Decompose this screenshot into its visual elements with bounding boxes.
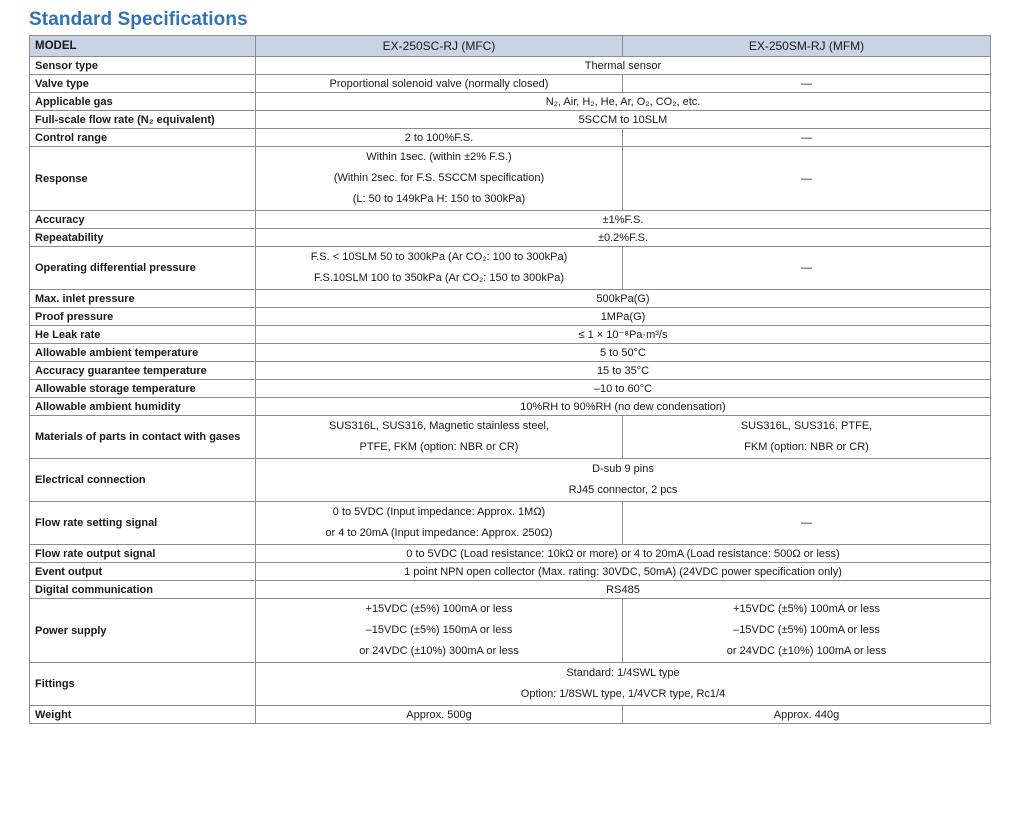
table-row [30, 211, 991, 229]
row-label: Repeatability [30, 229, 256, 247]
row-label: Accuracy [30, 211, 256, 229]
row-label: Full-scale flow rate (N₂ equivalent) [30, 111, 256, 129]
value-line: Standard: 1/4SWL type [566, 667, 680, 679]
mfm-value: — [623, 502, 991, 545]
table-row [30, 75, 991, 93]
table-row [30, 247, 991, 290]
row-value [256, 663, 991, 706]
table-row [30, 362, 991, 380]
row-label: Fittings [30, 663, 256, 706]
row-value [256, 459, 991, 502]
value-line: RJ45 connector, 2 pcs [568, 484, 678, 496]
row-label: He Leak rate [30, 326, 256, 344]
value-line: +15VDC (±5%) 100mA or less [733, 603, 880, 615]
row-label: Allowable ambient temperature [30, 344, 256, 362]
value-line: –15VDC (±5%) 150mA or less [365, 624, 513, 636]
row-value: 1 point NPN open collector (Max. rating: 30VDC, 50mA) (24VDC power specification only) [256, 563, 991, 581]
mfm-value [623, 599, 991, 663]
value-line: +15VDC (±5%) 100mA or less [365, 603, 513, 615]
row-label: Weight [30, 706, 256, 724]
row-value: N₂, Air, H₂, He, Ar, O₂, CO₂, etc. [256, 93, 991, 111]
model-column-header: MODEL [30, 36, 256, 57]
row-label: Flow rate output signal [30, 545, 256, 563]
row-label: Digital communication [30, 581, 256, 599]
value-line: (L: 50 to 149kPa H: 150 to 300kPa) [352, 193, 526, 205]
row-label: Max. inlet pressure [30, 290, 256, 308]
mfm-value: — [623, 75, 991, 93]
table-row [30, 229, 991, 247]
value-line: PTFE, FKM (option: NBR or CR) [359, 441, 519, 453]
table-row [30, 459, 991, 502]
value-line: 0 to 5VDC (Input impedance: Approx. 1MΩ) [332, 506, 546, 518]
row-value: 0 to 5VDC (Load resistance: 10kΩ or more) or 4 to 20mA (Load resistance: 500Ω or less) [256, 545, 991, 563]
value-line: Within 1sec. (within ±2% F.S.) [366, 151, 512, 163]
row-label: Event output [30, 563, 256, 581]
row-label: Materials of parts in contact with gases [30, 416, 256, 459]
row-value: 500kPa(G) [256, 290, 991, 308]
table-row [30, 129, 991, 147]
row-value: –10 to 60°C [256, 380, 991, 398]
row-label: Valve type [30, 75, 256, 93]
value-line: or 4 to 20mA (Input impedance: Approx. 250Ω) [325, 527, 553, 539]
table-row [30, 290, 991, 308]
table-row [30, 326, 991, 344]
row-label: Applicable gas [30, 93, 256, 111]
mfc-value [256, 416, 623, 459]
value-line: –15VDC (±5%) 100mA or less [733, 624, 880, 636]
row-value: 1MPa(G) [256, 308, 991, 326]
table-row [30, 398, 991, 416]
table-row [30, 416, 991, 459]
row-label: Operating differential pressure [30, 247, 256, 290]
mfc-value: 2 to 100%F.S. [256, 129, 623, 147]
value-line: F.S. < 10SLM 50 to 300kPa (Ar CO₂: 100 to 300kPa) [310, 251, 568, 263]
specifications-table [29, 35, 991, 724]
row-label: Response [30, 147, 256, 211]
mfc-value [256, 147, 623, 211]
row-value: 15 to 35°C [256, 362, 991, 380]
row-value: ±1%F.S. [256, 211, 991, 229]
row-label: Electrical connection [30, 459, 256, 502]
mfc-value: Approx. 500g [256, 706, 623, 724]
table-row [30, 344, 991, 362]
mfc-column-header: EX-250SC-RJ (MFC) [256, 36, 623, 57]
value-line: F.S.10SLM 100 to 350kPa (Ar CO₂: 150 to 300kPa) [313, 272, 565, 284]
row-label: Allowable ambient humidity [30, 398, 256, 416]
mfc-value [256, 502, 623, 545]
value-line: (Within 2sec. for F.S. 5SCCM specification) [333, 172, 545, 184]
row-value: 10%RH to 90%RH (no dew condensation) [256, 398, 991, 416]
mfm-column-header: EX-250SM-RJ (MFM) [623, 36, 991, 57]
table-row [30, 545, 991, 563]
table-row [30, 663, 991, 706]
mfm-value: — [623, 129, 991, 147]
value-line: or 24VDC (±10%) 300mA or less [359, 645, 519, 657]
value-line: D-sub 9 pins [592, 463, 654, 475]
table-row [30, 308, 991, 326]
row-value: ±0.2%F.S. [256, 229, 991, 247]
mfm-value [623, 416, 991, 459]
row-value: ≤ 1 × 10⁻⁸Pa·m³/s [256, 326, 991, 344]
row-value: 5SCCM to 10SLM [256, 111, 991, 129]
page-title: Standard Specifications [29, 9, 248, 30]
row-label: Control range [30, 129, 256, 147]
mfm-value: — [623, 247, 991, 290]
value-line: FKM (option: NBR or CR) [744, 441, 869, 453]
table-row [30, 563, 991, 581]
mfc-value: Proportional solenoid valve (normally closed) [256, 75, 623, 93]
table-row [30, 93, 991, 111]
row-label: Proof pressure [30, 308, 256, 326]
value-line: Option: 1/8SWL type, 1/4VCR type, Rc1/4 [520, 688, 726, 700]
mfm-value: — [623, 147, 991, 211]
table-row [30, 581, 991, 599]
mfc-value [256, 599, 623, 663]
value-line: SUS316L, SUS316, Magnetic stainless steel, [328, 420, 550, 432]
row-label: Accuracy guarantee temperature [30, 362, 256, 380]
row-value: Thermal sensor [256, 57, 991, 75]
table-row [30, 147, 991, 211]
table-header-row [30, 36, 991, 57]
row-value: RS485 [256, 581, 991, 599]
row-label: Allowable storage temperature [30, 380, 256, 398]
row-label: Flow rate setting signal [30, 502, 256, 545]
table-row [30, 380, 991, 398]
table-row [30, 706, 991, 724]
table-row [30, 599, 991, 663]
table-row [30, 111, 991, 129]
row-value: 5 to 50°C [256, 344, 991, 362]
table-row [30, 57, 991, 75]
table-row [30, 502, 991, 545]
value-line: SUS316L, SUS316, PTFE, [740, 420, 873, 432]
value-line: or 24VDC (±10%) 100mA or less [726, 645, 887, 657]
mfm-value: Approx. 440g [623, 706, 991, 724]
mfc-value [256, 247, 623, 290]
row-label: Sensor type [30, 57, 256, 75]
row-label: Power supply [30, 599, 256, 663]
